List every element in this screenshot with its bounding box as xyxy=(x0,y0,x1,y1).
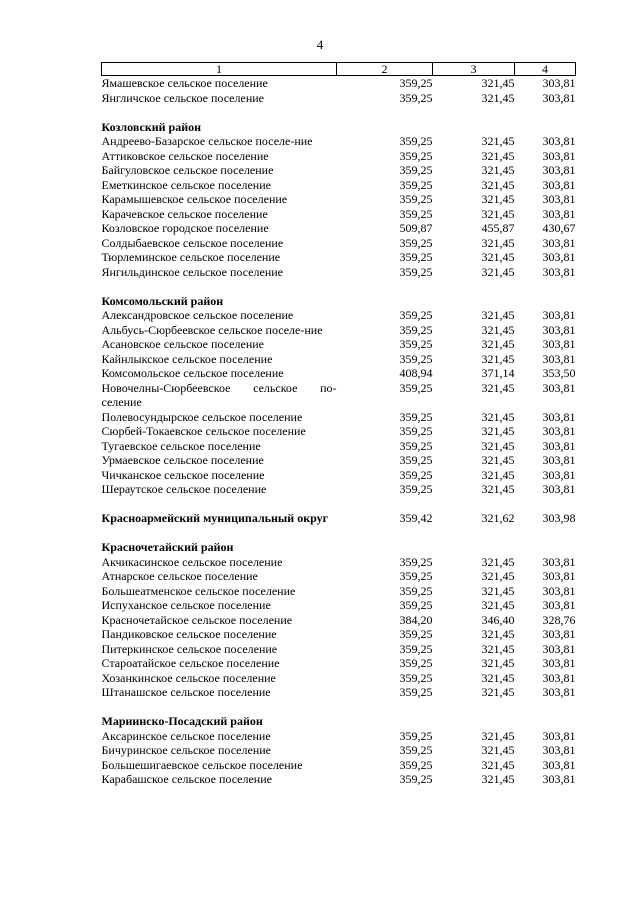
settlement-name: Еметкинское сельское поселение xyxy=(101,177,271,192)
table-row xyxy=(102,627,576,642)
value-column-3: 321,45 xyxy=(481,453,515,467)
table-row xyxy=(102,758,576,773)
value-column-3: 321,45 xyxy=(481,627,515,641)
settlement-name: Аксаринское сельское поселение xyxy=(101,728,271,743)
value-column-2: 359,25 xyxy=(399,76,433,90)
table-row xyxy=(102,149,576,164)
value-column-2: 359,25 xyxy=(399,351,433,366)
value-column-2 xyxy=(337,540,433,555)
settlement-name: Байгуловское сельское поселение xyxy=(101,163,274,177)
spacer-cell xyxy=(102,700,576,715)
value-column-3: 321,45 xyxy=(481,728,515,743)
value-column-2: 359,25 xyxy=(399,308,433,322)
value-column-4: 303,81 xyxy=(542,409,576,424)
value-column-2: 359,25 xyxy=(399,569,433,583)
value-column-3: 371,14 xyxy=(481,366,515,380)
value-column-2: 359,25 xyxy=(399,453,433,467)
value-column-4: 303,81 xyxy=(542,177,576,192)
table-row xyxy=(102,598,576,613)
value-column-4: 303,81 xyxy=(542,76,576,90)
value-column-3: 321,45 xyxy=(481,409,515,424)
settlement-name: Тугаевское сельское поселение xyxy=(101,438,261,453)
table-row xyxy=(102,265,576,280)
table-row xyxy=(102,482,576,497)
value-column-2: 408,94 xyxy=(399,366,433,380)
value-column-2: 359,25 xyxy=(399,235,433,250)
value-column-3: 321,45 xyxy=(481,351,515,366)
table-row xyxy=(102,613,576,628)
value-column-4: 303,81 xyxy=(542,134,576,148)
value-column-3: 346,40 xyxy=(481,612,515,627)
table-row xyxy=(102,308,576,323)
value-column-2: 359,25 xyxy=(399,424,433,438)
settlement-name: Большешигаевское сельское поселение xyxy=(101,757,303,772)
value-column-4: 303,81 xyxy=(542,235,576,250)
value-column-2: 359,25 xyxy=(399,757,433,772)
settlement-name: Карамышевское сельское поселение xyxy=(101,192,288,206)
value-column-3: 321,45 xyxy=(481,250,515,264)
value-column-3: 321,62 xyxy=(481,511,515,525)
value-column-4: 303,81 xyxy=(542,351,576,366)
value-column-2: 359,25 xyxy=(399,177,433,192)
table-row xyxy=(102,250,576,265)
value-column-3: 321,45 xyxy=(481,148,515,163)
district-name: Красночетайский район xyxy=(101,540,234,554)
value-column-2: 359,25 xyxy=(399,685,433,699)
district-heading-row xyxy=(102,714,576,729)
table-row xyxy=(102,91,576,106)
spacer-cell xyxy=(102,279,576,294)
value-column-4: 303,81 xyxy=(542,424,576,438)
value-column-2 xyxy=(337,714,433,729)
table-body xyxy=(102,76,576,787)
value-column-3: 321,45 xyxy=(481,743,515,757)
value-column-4: 303,81 xyxy=(542,772,576,786)
value-column-2: 359,25 xyxy=(399,438,433,453)
value-column-4 xyxy=(515,714,576,729)
table-row xyxy=(102,453,576,468)
value-column-3: 321,45 xyxy=(481,76,515,90)
settlement-name: Шераутское сельское поселение xyxy=(101,482,267,496)
value-column-3: 321,45 xyxy=(481,322,515,337)
settlement-name: Штанашское сельское поселение xyxy=(101,685,271,699)
value-column-2 xyxy=(337,294,433,309)
table-row xyxy=(102,236,576,251)
value-column-3: 455,87 xyxy=(481,221,515,235)
spacer-row xyxy=(102,526,576,541)
table-row xyxy=(102,772,576,787)
value-column-4: 303,81 xyxy=(542,148,576,163)
settlement-name: Солдыбаевское сельское поселение xyxy=(101,235,284,250)
table-row xyxy=(102,743,576,758)
table-row xyxy=(102,366,576,381)
value-column-3: 321,45 xyxy=(481,757,515,772)
value-column-3: 321,45 xyxy=(481,163,515,177)
value-column-3: 321,45 xyxy=(481,772,515,786)
table-row xyxy=(102,685,576,700)
value-column-2: 359,42 xyxy=(399,511,433,525)
value-column-2: 359,25 xyxy=(399,670,433,685)
value-column-3: 321,45 xyxy=(481,554,515,569)
settlement-name: Полевосундырское сельское поселение xyxy=(101,409,303,424)
value-column-4: 303,81 xyxy=(542,438,576,453)
district-name: Комсомольский район xyxy=(101,293,224,308)
value-column-2: 359,25 xyxy=(399,583,433,598)
value-column-2: 359,25 xyxy=(399,322,433,337)
value-column-3 xyxy=(433,120,515,135)
district-heading-row xyxy=(102,511,576,526)
settlement-name: Янгличское сельское поселение xyxy=(101,90,264,105)
spacer-row xyxy=(102,497,576,512)
value-column-2: 359,25 xyxy=(399,134,433,148)
district-heading-row xyxy=(102,120,576,135)
value-column-3 xyxy=(433,294,515,309)
value-column-2 xyxy=(337,120,433,135)
table-row xyxy=(102,134,576,149)
district-name: Козловский район xyxy=(101,119,202,134)
spacer-row xyxy=(102,105,576,120)
value-column-4: 303,81 xyxy=(542,482,576,496)
settlement-name: Атнарское сельское поселение xyxy=(101,569,258,583)
settlement-name: Староатайское сельское поселение xyxy=(101,656,280,670)
value-column-2: 359,25 xyxy=(399,250,433,264)
table-row xyxy=(102,178,576,193)
value-column-4: 303,81 xyxy=(542,627,576,641)
value-column-3: 321,45 xyxy=(481,134,515,148)
settlement-name: Красночетайское сельское поселение xyxy=(101,612,293,627)
settlement-name: Тюрлеминское сельское поселение xyxy=(101,250,281,264)
value-column-4: 303,81 xyxy=(542,554,576,569)
value-column-2: 359,25 xyxy=(399,337,433,351)
settlement-name: Карабашское сельское поселение xyxy=(101,772,272,786)
value-column-2: 359,25 xyxy=(399,641,433,656)
value-column-3: 321,45 xyxy=(481,235,515,250)
value-column-3: 321,45 xyxy=(481,380,515,395)
table-row xyxy=(102,439,576,454)
value-column-4: 303,81 xyxy=(542,308,576,322)
value-column-4: 303,81 xyxy=(542,453,576,467)
value-column-4: 303,81 xyxy=(542,583,576,598)
page-number: 4 xyxy=(316,37,324,52)
column-number-header xyxy=(102,63,576,76)
value-column-3: 321,45 xyxy=(481,264,515,279)
value-column-4: 303,81 xyxy=(542,743,576,757)
table-row xyxy=(102,468,576,483)
spacer-cell xyxy=(102,105,576,120)
value-column-4: 303,81 xyxy=(542,163,576,177)
table-row xyxy=(102,337,576,352)
value-column-3: 321,45 xyxy=(481,192,515,206)
value-column-2: 359,25 xyxy=(399,380,433,395)
value-column-2: 359,25 xyxy=(399,728,433,743)
table-row xyxy=(102,569,576,584)
value-column-2: 359,25 xyxy=(399,206,433,221)
settlement-name: Бичуринское сельское поселение xyxy=(101,743,271,757)
table-row xyxy=(102,729,576,744)
value-column-4: 303,81 xyxy=(542,264,576,279)
district-heading-row xyxy=(102,294,576,309)
spacer-row xyxy=(102,700,576,715)
value-column-4: 303,81 xyxy=(542,656,576,670)
settlement-name: Янгильдинское сельское поселение xyxy=(101,264,283,279)
value-column-3: 321,45 xyxy=(481,569,515,583)
value-column-3 xyxy=(433,714,515,729)
settlement-name: Пандиковское сельское поселение xyxy=(101,627,277,641)
settlement-name: Асановское сельское поселение xyxy=(101,337,264,351)
value-column-2: 359,25 xyxy=(399,264,433,279)
value-column-2: 359,25 xyxy=(399,598,433,612)
value-column-3: 321,45 xyxy=(481,337,515,351)
settlement-name: Питеркинское сельское поселение xyxy=(101,641,278,656)
value-column-4: 303,81 xyxy=(542,206,576,221)
table-row xyxy=(102,642,576,657)
value-column-3: 321,45 xyxy=(481,90,515,105)
settlement-name: Александровское сельское поселение xyxy=(101,308,294,322)
table-row xyxy=(102,424,576,439)
settlement-name: Кайнлыкское сельское поселение xyxy=(101,351,273,366)
table-row xyxy=(102,352,576,367)
value-column-2: 359,25 xyxy=(399,743,433,757)
value-column-3: 321,45 xyxy=(481,438,515,453)
value-column-3: 321,45 xyxy=(481,177,515,192)
settlement-name: Чичканское сельское поселение xyxy=(101,467,265,482)
value-column-4: 303,81 xyxy=(542,598,576,612)
value-column-4: 303,81 xyxy=(542,685,576,699)
value-column-4: 303,81 xyxy=(542,641,576,656)
value-column-2: 359,25 xyxy=(399,467,433,482)
table-row xyxy=(102,207,576,222)
settlement-name: Испуханское сельское поселение xyxy=(101,598,271,612)
table-row xyxy=(102,192,576,207)
table-row xyxy=(102,584,576,599)
table-row xyxy=(102,221,576,236)
value-column-3: 321,45 xyxy=(481,583,515,598)
table-row xyxy=(102,76,576,91)
value-column-2: 359,25 xyxy=(399,90,433,105)
value-column-4: 303,81 xyxy=(542,569,576,583)
value-column-2: 509,87 xyxy=(399,221,433,235)
value-column-2: 359,25 xyxy=(399,627,433,641)
table-row xyxy=(102,410,576,425)
column-4-header: 4 xyxy=(515,63,576,76)
value-column-3: 321,45 xyxy=(481,467,515,482)
district-heading-row xyxy=(102,540,576,555)
value-column-2: 359,25 xyxy=(399,148,433,163)
value-column-2: 359,25 xyxy=(399,192,433,206)
value-column-3: 321,45 xyxy=(481,670,515,685)
settlement-name: Аттиковское сельское поселение xyxy=(101,148,269,163)
value-column-2: 359,25 xyxy=(399,482,433,496)
value-column-4: 303,81 xyxy=(542,192,576,206)
value-column-3: 321,45 xyxy=(481,598,515,612)
value-column-2: 359,25 xyxy=(399,163,433,177)
value-column-2: 359,25 xyxy=(399,656,433,670)
value-column-3: 321,45 xyxy=(481,482,515,496)
settlement-name: Ямашевское сельское поселение xyxy=(101,76,268,90)
value-column-4: 328,76 xyxy=(542,612,576,627)
value-column-3: 321,45 xyxy=(481,656,515,670)
spacer-cell xyxy=(102,497,576,512)
value-column-4 xyxy=(515,294,576,309)
value-column-4: 303,81 xyxy=(542,380,576,395)
district-name: Красноармейский муниципальный округ xyxy=(101,511,329,525)
value-column-4: 303,81 xyxy=(542,250,576,264)
column-1-header: 1 xyxy=(102,63,337,76)
value-column-4: 303,81 xyxy=(542,337,576,351)
settlement-name: Андреево-Базарское сельское поселе-ние xyxy=(101,134,313,148)
value-column-3: 321,45 xyxy=(481,424,515,438)
settlement-name: Новочелны-Сюрбеевское сельское по-селение xyxy=(101,380,337,409)
spacer-cell xyxy=(102,526,576,541)
table-row xyxy=(102,671,576,686)
value-column-2: 359,25 xyxy=(399,772,433,786)
value-column-3: 321,45 xyxy=(481,308,515,322)
value-column-2: 384,20 xyxy=(399,612,433,627)
district-name: Мариинско-Посадский район xyxy=(101,714,263,728)
value-column-4: 303,81 xyxy=(542,728,576,743)
table-row xyxy=(102,163,576,178)
settlement-name: Сюрбей-Токаевское сельское поселение xyxy=(101,424,306,438)
value-column-4 xyxy=(515,540,576,555)
value-column-4: 303,81 xyxy=(542,467,576,482)
settlement-name: Акчикасинское сельское поселение xyxy=(101,554,283,569)
value-column-4: 303,81 xyxy=(542,322,576,337)
value-column-3: 321,45 xyxy=(481,641,515,656)
table-row xyxy=(102,323,576,338)
settlement-name: Большеатменское сельское поселение xyxy=(101,583,296,598)
table-row xyxy=(102,656,576,671)
value-column-4 xyxy=(515,120,576,135)
spacer-row xyxy=(102,279,576,294)
value-column-3: 321,45 xyxy=(481,206,515,221)
value-column-3 xyxy=(433,540,515,555)
value-column-2: 359,25 xyxy=(399,554,433,569)
value-column-4: 353,50 xyxy=(542,366,576,380)
tariff-table xyxy=(101,62,576,787)
settlement-name: Козловское городское поселение xyxy=(101,221,269,235)
column-3-header: 3 xyxy=(433,63,515,76)
table-row xyxy=(102,555,576,570)
settlement-name: Урмаевское сельское поселение xyxy=(101,453,264,467)
value-column-4: 303,98 xyxy=(542,511,576,525)
settlement-name: Карачевское сельское поселение xyxy=(101,206,268,221)
settlement-name: Хозанкинское сельское поселение xyxy=(101,670,276,685)
value-column-2: 359,25 xyxy=(399,409,433,424)
value-column-4: 430,67 xyxy=(542,221,576,235)
settlement-name: Комсомольское сельское поселение xyxy=(101,366,284,380)
column-2-header: 2 xyxy=(337,63,433,76)
table-row xyxy=(102,381,576,410)
value-column-4: 303,81 xyxy=(542,757,576,772)
settlement-name: Альбусь-Сюрбеевское сельское поселе-ние xyxy=(101,322,323,337)
value-column-4: 303,81 xyxy=(542,670,576,685)
value-column-4: 303,81 xyxy=(542,90,576,105)
value-column-3: 321,45 xyxy=(481,685,515,699)
